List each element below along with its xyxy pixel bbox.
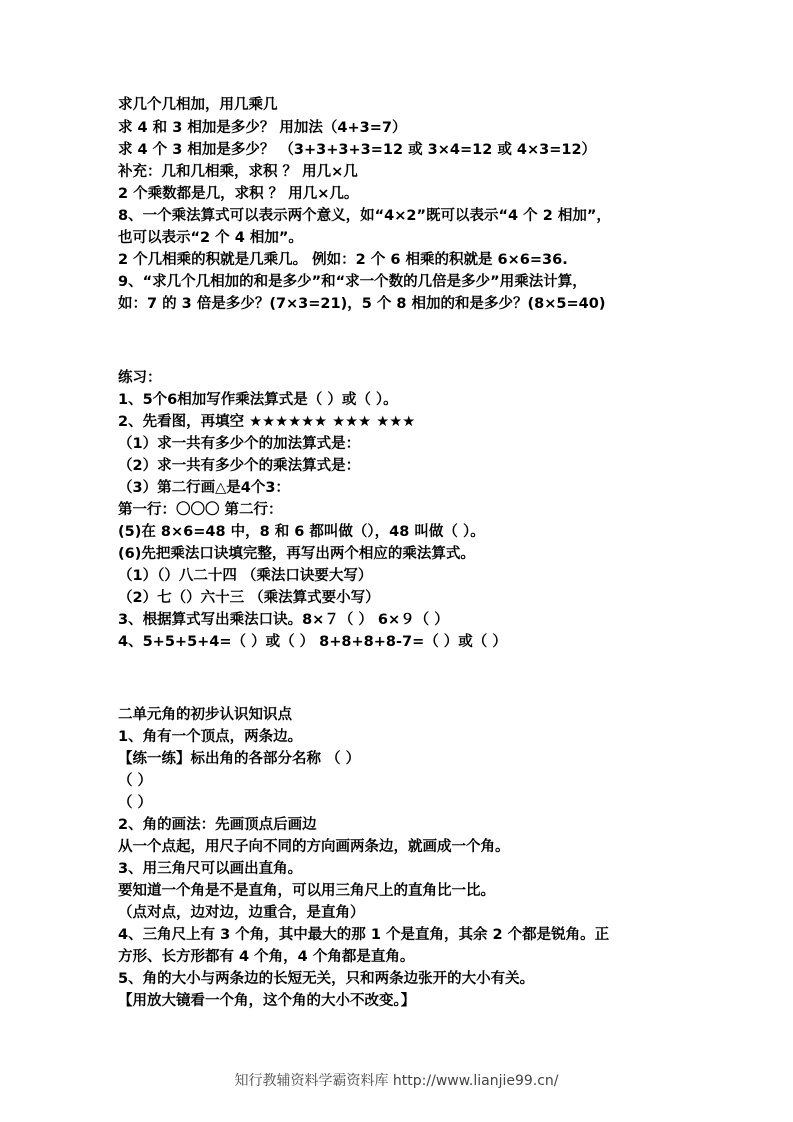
text-line: 方形、长方形都有 4 个角，4 个角都是直角。 [118, 949, 415, 965]
text-line: （ ） [118, 773, 153, 789]
text-line: 【用放大镜看一个角，这个角的大小不改变。】 [118, 993, 416, 1009]
text-line: 第一行：〇〇〇 第二行： [118, 502, 283, 518]
footer-watermark: 知行教辅资料学霸资料库 http://www.lianjie99.cn/ [234, 1073, 559, 1089]
text-line: （1）（）八二十四 （乘法口诀要大写） [118, 568, 373, 584]
text-line: 2 个乘数都是几，求积 ？ 用几×几。 [118, 186, 359, 202]
text-line: 从一个点起，用尺子向不同的方向画两条边，就画成一个角。 [118, 839, 510, 855]
text-line: （ ） [118, 795, 153, 811]
text-line: 练习： [118, 370, 162, 386]
text-line: 如：7 的 3 倍是多少？(7×3=21)，5 个 8 相加的和是多少？(8×5=40) [118, 296, 606, 312]
text-line: 5、角的大小与两条边的长短无关，只和两条边张开的大小有关。 [118, 971, 535, 987]
text-line: 8、一个乘法算式可以表示两个意义，如“4×2”既可以表示“4 个 2 相加”， [118, 208, 611, 224]
text-line: 4、5+5+5+4=（ ）或（ ） 8+8+8+8-7=（ ）或（ ） [118, 634, 507, 650]
text-line: 9、“求几个几相加的和是多少”和“求一个数的几倍是多少”用乘法计算， [118, 274, 587, 290]
text-line: 1、角有一个顶点，两条边。 [118, 729, 303, 745]
text-line: （1）求一共有多少个的加法算式是： [118, 436, 361, 452]
text-line: 1、5个6相加写作乘法算式是（ ）或（ ）。 [118, 392, 398, 408]
text-line: (5)在 8×6=48 中，8 和 6 都叫做（），48 叫做（ ）。 [118, 524, 485, 540]
text-line: 求 4 个 3 相加是多少？ （3+3+3+3=12 或 3×4=12 或 4×3=12） [118, 142, 597, 158]
text-line: （2）七（）六十三 （乘法算式要小写） [118, 590, 380, 606]
text-line: 求几个几相加，用几乘几 [118, 97, 278, 113]
text-line: 补充：几和几相乘，求积 ？ 用几×几 [118, 164, 358, 180]
text-line: 2 个几相乘的积就是几乘几。 例如：2 个 6 相乘的积就是 6×6=36. [118, 252, 568, 268]
text-line: （2）求一共有多少个的乘法算式是： [118, 458, 361, 474]
text-line: 2、先看图，再填空 ★★★★★★ ★★★ ★★★ [118, 414, 416, 430]
text-line: 4、三角尺上有 3 个角，其中最大的那 1 个是直角，其余 2 个都是锐角。正 [118, 927, 610, 943]
text-line: 要知道一个角是不是直角，可以用三角尺上的直角比一比。 [118, 883, 495, 899]
text-line: 2、角的画法：先画顶点后画边 [118, 817, 317, 833]
text-line: （3）第二行画△是4个3： [118, 480, 290, 496]
text-line: (6)先把乘法口诀填完整，再写出两个相应的乘法算式。 [118, 546, 475, 562]
text-line: 3、用三角尺可以画出直角。 [118, 861, 303, 877]
text-line: （点对点，边对边，边重合，是直角） [118, 905, 365, 921]
text-line: 【练一练】标出角的各部分名称 （ ） [118, 751, 361, 767]
text-line: 也可以表示“2 个 4 相加”。 [118, 230, 303, 246]
text-line: 3、根据算式写出乘法口诀。8×７（ ） 6×９（ ） [118, 612, 449, 628]
text-line: 求 4 和 3 相加是多少？ 用加法（4+3=7） [118, 120, 407, 136]
text-line: 二单元角的初步认识知识点 [118, 707, 292, 723]
